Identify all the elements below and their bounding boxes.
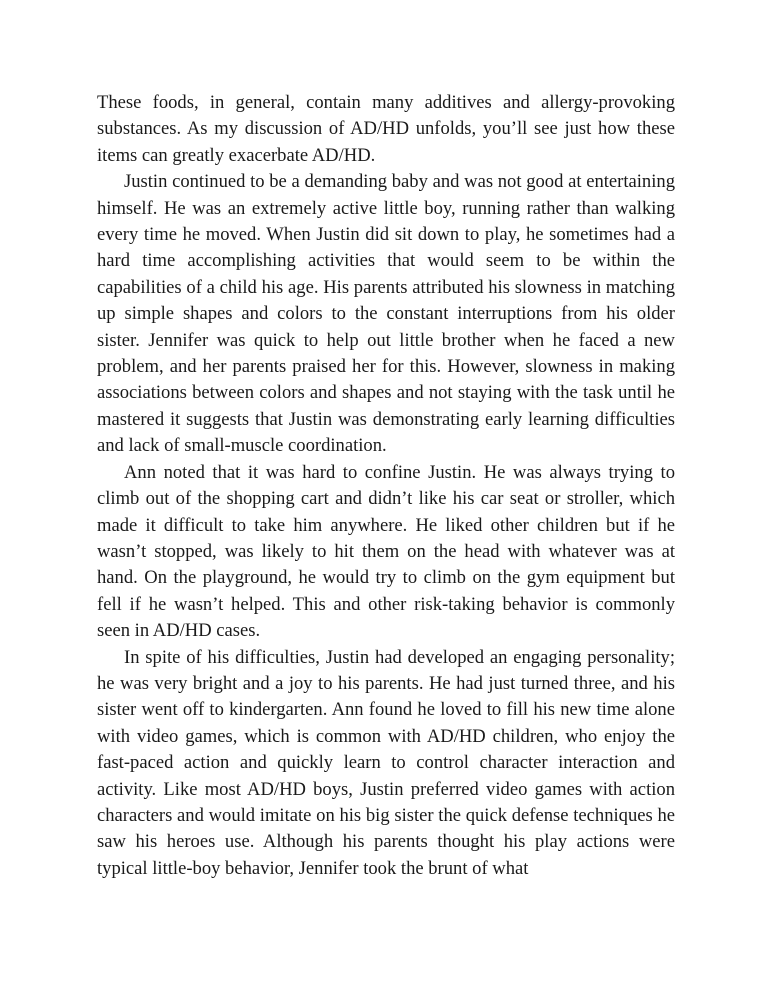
page-body xyxy=(97,90,675,882)
paragraph-justin-demanding-baby: Justin continued to be a demanding baby and was not good at entertaining himself. He was an extremely active little boy, running rather than walking every time he moved. When Justin did sit down to play, he sometimes had a hard time accomplishing activities that would seem to be within the capabilities of a child his age. His parents attributed his slowness in matching up simple shapes and colors to the constant interruptions from his older sister. Jennifer was quick to help out little brother when he faced a new problem, and her parents praised her for this. However, slowness in making associations between colors and shapes and not staying with the task until he mastered it suggests that Justin was demonstrating early learning difficulties and lack of small-muscle coordination. xyxy=(97,171,675,457)
paragraph-engaging-personality: In spite of his difficulties, Justin had developed an engaging personality; he was very bright and a joy to his parents. He had just turned three, and his sister went off to kindergarten. Ann found he loved to fill his new time alone with video games, which is common with AD/HD children, who enjoy the fast-paced action and quickly learn to control character interaction and activity. Like most AD/HD boys, Justin preferred video games with action characters and would imitate on his big sister the quick defense techniques he saw his heroes use. Although his parents thought his play actions were typical little-boy behavior, Jennifer took the brunt of what xyxy=(97,646,675,879)
paragraph-continued: These foods, in general, contain many additives and allergy-provoking substances. As my discussion of AD/HD unfolds, you’ll see just how these items can greatly exacerbate AD/HD. xyxy=(97,92,675,166)
paragraph-hard-to-confine: Ann noted that it was hard to confine Justin. He was always trying to climb out of the shopping cart and didn’t like his car seat or stroller, which made it difficult to take him anywhere. He liked other children but if he wasn’t stopped, was likely to hit them on the head with whatever was at hand. On the playground, he would try to climb on the gym equipment but fell if he wasn’t helped. This and other risk-taking behavior is commonly seen in AD/HD cases. xyxy=(97,461,675,642)
